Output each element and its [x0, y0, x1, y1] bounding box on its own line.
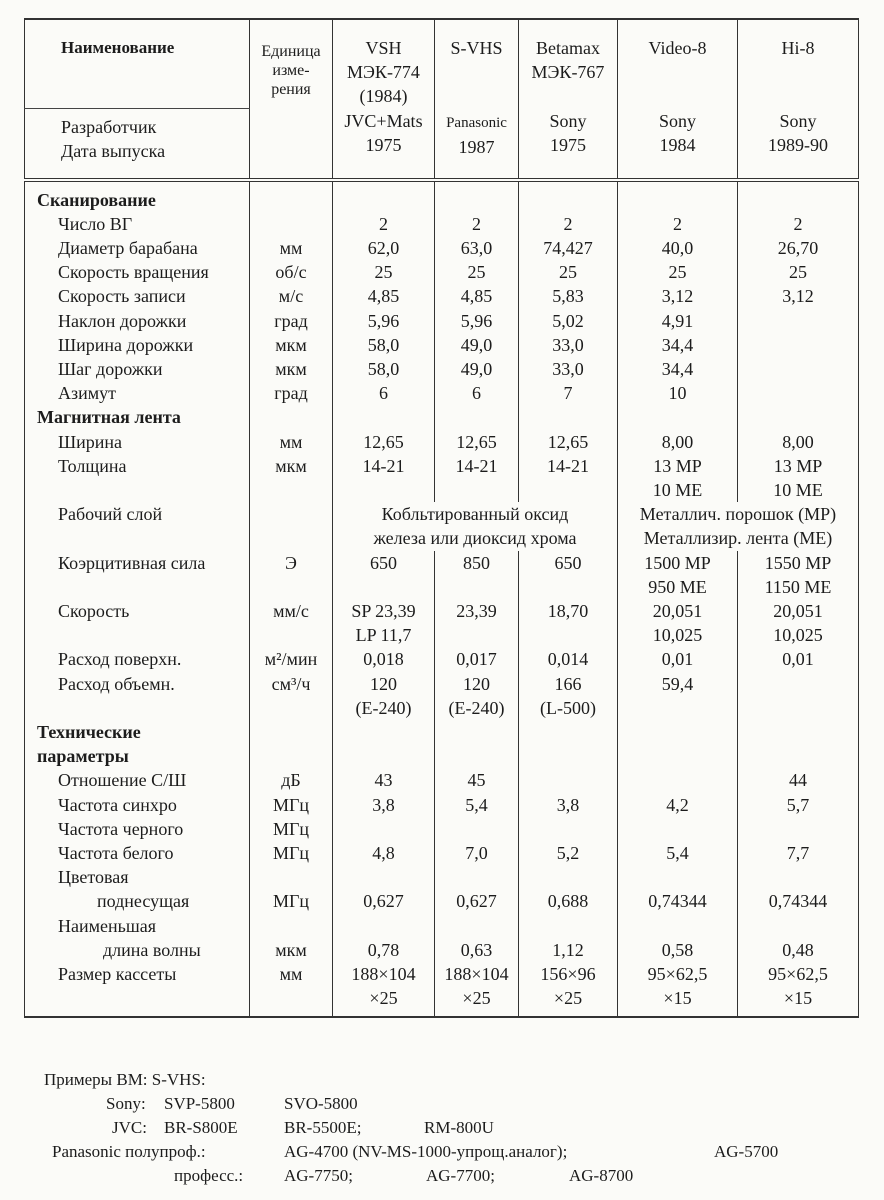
- section-title: Сканирование: [25, 180, 250, 212]
- value-cell: 7: [519, 381, 618, 405]
- value-cell: 0,014: [519, 647, 618, 671]
- unit-cell: [250, 502, 333, 550]
- value-cell: 188×104 ×25: [333, 962, 435, 1017]
- unit-cell: [250, 212, 333, 236]
- parameter-label: Расход поверхн.: [25, 647, 250, 671]
- value-cell: 120 (E-240): [333, 672, 435, 720]
- table-row: [25, 212, 859, 236]
- table-row: [25, 599, 859, 647]
- parameter-label: Диаметр барабана: [25, 236, 250, 260]
- value-cell: 0,74344: [738, 889, 859, 913]
- value-cell: 4,8: [333, 841, 435, 865]
- value-cell: 5,02: [519, 309, 618, 333]
- brand-label: професс.:: [174, 1166, 244, 1185]
- value-cell: 49,0: [435, 357, 519, 381]
- table-row: [25, 284, 859, 308]
- value-cell: 34,4: [618, 357, 738, 381]
- value-cell: [519, 720, 618, 768]
- table-row: [25, 381, 859, 405]
- unit-cell: [250, 914, 333, 938]
- value-cell: 3,8: [519, 793, 618, 817]
- value-cell: [738, 817, 859, 841]
- value-cell: 12,65: [435, 430, 519, 454]
- value-cell: 3,12: [618, 284, 738, 308]
- model: AG-7700;: [426, 1166, 495, 1185]
- value-cell: 7,0: [435, 841, 519, 865]
- model: SVO-5800: [284, 1094, 358, 1113]
- value-cell: 59,4: [618, 672, 738, 720]
- value-cell: 5,7: [738, 793, 859, 817]
- value-cell: [618, 865, 738, 889]
- parameter-label: Число ВГ: [25, 212, 250, 236]
- parameter-label: Азимут: [25, 381, 250, 405]
- parameter-label: Шаг дорожки: [25, 357, 250, 381]
- value-cell: 0,63: [435, 938, 519, 962]
- value-cell: 3,12: [738, 284, 859, 308]
- value-cell: 10: [618, 381, 738, 405]
- format-header: Betamax МЭК-767: [519, 19, 618, 109]
- unit-cell: об/с: [250, 260, 333, 284]
- value-cell: 26,70: [738, 236, 859, 260]
- value-cell: 2: [333, 212, 435, 236]
- value-cell: 188×104 ×25: [435, 962, 519, 1017]
- value-cell: [738, 720, 859, 768]
- value-cell: 0,017: [435, 647, 519, 671]
- value-cell: 58,0: [333, 333, 435, 357]
- value-cell: 25: [333, 260, 435, 284]
- developer-date-cell: [333, 109, 435, 180]
- value-cell: 12,65: [519, 430, 618, 454]
- unit-cell: МГц: [250, 817, 333, 841]
- parameter-label: Частота синхро: [25, 793, 250, 817]
- parameter-label: Наклон дорожки: [25, 309, 250, 333]
- table-row: [25, 914, 859, 938]
- value-cell: 2: [738, 212, 859, 236]
- value-cell: 18,70: [519, 599, 618, 647]
- brand-label: Panasonic полупроф.:: [52, 1142, 206, 1161]
- table-row: [25, 333, 859, 357]
- value-cell: 0,48: [738, 938, 859, 962]
- parameter-label: Скорость записи: [25, 284, 250, 308]
- value-cell: 63,0: [435, 236, 519, 260]
- section-row: [25, 720, 859, 768]
- parameter-label: Наименьшая: [25, 914, 250, 938]
- developer: JVC+Mats: [344, 110, 423, 131]
- table-row: [25, 768, 859, 792]
- value-cell: 0,78: [333, 938, 435, 962]
- value-cell: [738, 405, 859, 429]
- merged-value-cell: Металлич. порошок (MP) Металлизир. лента (ME): [618, 502, 859, 550]
- value-cell: 1500 MP 950 ME: [618, 551, 738, 599]
- section-row: [25, 405, 859, 429]
- value-cell: [618, 817, 738, 841]
- value-cell: [738, 865, 859, 889]
- value-cell: 3,8: [333, 793, 435, 817]
- developer-date-cell: [738, 109, 859, 180]
- value-cell: [618, 180, 738, 212]
- format-header: VSH МЭК-774 (1984): [333, 19, 435, 109]
- model: BR-5500E;: [284, 1118, 362, 1137]
- unit-cell: мм/с: [250, 599, 333, 647]
- developer-date-cell: [519, 109, 618, 180]
- value-cell: 74,427: [519, 236, 618, 260]
- value-cell: 14-21: [519, 454, 618, 502]
- value-cell: [435, 817, 519, 841]
- value-cell: 44: [738, 768, 859, 792]
- value-cell: [435, 865, 519, 889]
- unit-cell: см³/ч: [250, 672, 333, 720]
- value-cell: [333, 405, 435, 429]
- value-cell: 156×96 ×25: [519, 962, 618, 1017]
- value-cell: [519, 865, 618, 889]
- value-cell: 20,051 10,025: [618, 599, 738, 647]
- value-cell: 13 MP 10 ME: [738, 454, 859, 502]
- value-cell: 7,7: [738, 841, 859, 865]
- value-cell: 6: [333, 381, 435, 405]
- value-cell: 45: [435, 768, 519, 792]
- value-cell: [435, 914, 519, 938]
- table-row: [25, 841, 859, 865]
- table-row: [25, 647, 859, 671]
- value-cell: 95×62,5 ×15: [738, 962, 859, 1017]
- parameter-label: Ширина: [25, 430, 250, 454]
- value-cell: SP 23,39 LP 11,7: [333, 599, 435, 647]
- brand-label: Sony:: [106, 1094, 146, 1113]
- unit-cell: дБ: [250, 768, 333, 792]
- unit-cell: мкм: [250, 357, 333, 381]
- table-row: [25, 793, 859, 817]
- value-cell: 2: [435, 212, 519, 236]
- value-cell: 1,12: [519, 938, 618, 962]
- unit-cell: мкм: [250, 938, 333, 962]
- value-cell: 850: [435, 551, 519, 599]
- unit-cell: Э: [250, 551, 333, 599]
- model: RM-800U: [424, 1118, 494, 1137]
- unit-cell: [250, 405, 333, 429]
- developer-date-cell: [435, 109, 519, 180]
- developer: Sony: [549, 110, 587, 131]
- release-date: 1975: [365, 134, 402, 155]
- value-cell: 5,4: [618, 841, 738, 865]
- parameter-label: Размер кассеты: [25, 962, 250, 1017]
- section-title: Магнитная лента: [25, 405, 250, 429]
- value-cell: 14-21: [333, 454, 435, 502]
- unit-cell: мм: [250, 430, 333, 454]
- value-cell: 5,4: [435, 793, 519, 817]
- value-cell: 25: [618, 260, 738, 284]
- value-cell: 0,627: [333, 889, 435, 913]
- value-cell: 5,96: [333, 309, 435, 333]
- unit-cell: МГц: [250, 841, 333, 865]
- unit-cell: мкм: [250, 333, 333, 357]
- value-cell: [738, 914, 859, 938]
- value-cell: 0,58: [618, 938, 738, 962]
- unit-cell: мм: [250, 236, 333, 260]
- unit-cell: м²/мин: [250, 647, 333, 671]
- table-row: [25, 889, 859, 913]
- unit-cell: [250, 180, 333, 212]
- value-cell: [618, 768, 738, 792]
- value-cell: [435, 405, 519, 429]
- table-row: [25, 260, 859, 284]
- value-cell: 166 (L-500): [519, 672, 618, 720]
- value-cell: 650: [519, 551, 618, 599]
- date-label: Дата выпуска: [61, 141, 166, 162]
- value-cell: [519, 914, 618, 938]
- value-cell: 4,85: [333, 284, 435, 308]
- section-title: Технические параметры: [25, 720, 250, 768]
- value-cell: 25: [738, 260, 859, 284]
- model: SVP-5800: [164, 1094, 235, 1113]
- value-cell: 0,627: [435, 889, 519, 913]
- value-cell: 0,018: [333, 647, 435, 671]
- header-row-formats: [25, 19, 859, 109]
- developer-date-labels: [25, 109, 250, 180]
- vcr-format-comparison-table: [24, 18, 859, 1018]
- parameter-label: Ширина дорожки: [25, 333, 250, 357]
- table-row: [25, 817, 859, 841]
- value-cell: 8,00: [618, 430, 738, 454]
- parameter-label: Толщина: [25, 454, 250, 502]
- value-cell: [738, 333, 859, 357]
- value-cell: [618, 914, 738, 938]
- value-cell: [738, 357, 859, 381]
- value-cell: [435, 720, 519, 768]
- value-cell: [519, 768, 618, 792]
- format-header: Video-8: [618, 19, 738, 109]
- section-row: [25, 180, 859, 212]
- value-cell: 12,65: [333, 430, 435, 454]
- value-cell: 34,4: [618, 333, 738, 357]
- value-cell: 5,96: [435, 309, 519, 333]
- value-cell: 2: [519, 212, 618, 236]
- value-cell: 2: [618, 212, 738, 236]
- value-cell: 20,051 10,025: [738, 599, 859, 647]
- footer-title: Примеры ВМ: S-VHS:: [44, 1070, 206, 1089]
- value-cell: 43: [333, 768, 435, 792]
- table-row: [25, 672, 859, 720]
- value-cell: 23,39: [435, 599, 519, 647]
- parameter-label: Частота белого: [25, 841, 250, 865]
- table-row: [25, 309, 859, 333]
- value-cell: [333, 914, 435, 938]
- table-row: [25, 236, 859, 260]
- value-cell: 5,2: [519, 841, 618, 865]
- developer-date-cell: [618, 109, 738, 180]
- release-date: 1989-90: [768, 134, 828, 155]
- value-cell: [519, 180, 618, 212]
- unit-cell: мкм: [250, 454, 333, 502]
- value-cell: [519, 817, 618, 841]
- value-cell: 33,0: [519, 333, 618, 357]
- value-cell: [618, 405, 738, 429]
- format-header: Hi-8: [738, 19, 859, 109]
- value-cell: 0,688: [519, 889, 618, 913]
- value-cell: 62,0: [333, 236, 435, 260]
- table-row: [25, 502, 859, 550]
- value-cell: [738, 180, 859, 212]
- value-cell: [333, 817, 435, 841]
- value-cell: [519, 405, 618, 429]
- value-cell: [435, 180, 519, 212]
- unit-cell: град: [250, 309, 333, 333]
- brand-label: JVC:: [112, 1118, 147, 1137]
- value-cell: 0,01: [618, 647, 738, 671]
- model: AG-5700: [714, 1142, 779, 1161]
- value-cell: 120 (E-240): [435, 672, 519, 720]
- value-cell: [618, 720, 738, 768]
- value-cell: 0,74344: [618, 889, 738, 913]
- parameter-label: Коэрцитивная сила: [25, 551, 250, 599]
- unit-cell: град: [250, 381, 333, 405]
- name-column-header: Наименование: [25, 19, 250, 109]
- value-cell: 25: [519, 260, 618, 284]
- value-cell: 49,0: [435, 333, 519, 357]
- value-cell: 58,0: [333, 357, 435, 381]
- table-row: [25, 551, 859, 599]
- developer-label: Разработчик: [61, 117, 157, 138]
- table-row: [25, 357, 859, 381]
- value-cell: 14-21: [435, 454, 519, 502]
- release-date: 1987: [458, 136, 495, 157]
- parameter-label: Расход объемн.: [25, 672, 250, 720]
- parameter-label: Цветовая: [25, 865, 250, 889]
- value-cell: [333, 720, 435, 768]
- model: AG-7750;: [284, 1166, 353, 1185]
- header-row-developer: [25, 109, 859, 180]
- unit-cell: мм: [250, 962, 333, 1017]
- developer: Panasonic: [446, 114, 507, 131]
- model: AG-8700: [569, 1166, 634, 1185]
- value-cell: 0,01: [738, 647, 859, 671]
- merged-value-cell: Кобльтированный оксид железа или диоксид хрома: [333, 502, 618, 550]
- developer: Sony: [658, 110, 696, 131]
- value-cell: [333, 865, 435, 889]
- unit-column-header: Единица изме- рения: [250, 19, 333, 180]
- value-cell: 4,2: [618, 793, 738, 817]
- value-cell: 13 MP 10 ME: [618, 454, 738, 502]
- value-cell: 6: [435, 381, 519, 405]
- release-date: 1975: [550, 134, 586, 155]
- value-cell: 8,00: [738, 430, 859, 454]
- unit-cell: [250, 720, 333, 768]
- model: BR-S800E: [164, 1118, 238, 1137]
- value-cell: [738, 309, 859, 333]
- value-cell: 25: [435, 260, 519, 284]
- release-date: 1984: [659, 134, 696, 155]
- unit-cell: м/с: [250, 284, 333, 308]
- table-row: [25, 454, 859, 502]
- unit-cell: [250, 865, 333, 889]
- table-row: [25, 865, 859, 889]
- value-cell: 33,0: [519, 357, 618, 381]
- value-cell: [738, 381, 859, 405]
- table-row: [25, 962, 859, 1017]
- value-cell: [738, 672, 859, 720]
- value-cell: 40,0: [618, 236, 738, 260]
- table-row: [25, 430, 859, 454]
- model: AG-4700 (NV-MS-1000-упрощ.аналог);: [284, 1142, 568, 1161]
- unit-cell: МГц: [250, 793, 333, 817]
- value-cell: 650: [333, 551, 435, 599]
- value-cell: 4,85: [435, 284, 519, 308]
- parameter-label: Отношение С/Ш: [25, 768, 250, 792]
- developer: Sony: [779, 110, 817, 131]
- parameter-label: Частота черного: [25, 817, 250, 841]
- value-cell: 95×62,5 ×15: [618, 962, 738, 1017]
- format-header: S-VHS: [435, 19, 519, 109]
- parameter-label: длина волны: [25, 938, 250, 962]
- table-row: [25, 938, 859, 962]
- parameter-label: Скорость вращения: [25, 260, 250, 284]
- value-cell: 5,83: [519, 284, 618, 308]
- value-cell: 1550 MP 1150 ME: [738, 551, 859, 599]
- parameter-label: Рабочий слой: [25, 502, 250, 550]
- value-cell: [333, 180, 435, 212]
- value-cell: 4,91: [618, 309, 738, 333]
- parameter-label: поднесущая: [25, 889, 250, 913]
- parameter-label: Скорость: [25, 599, 250, 647]
- unit-cell: МГц: [250, 889, 333, 913]
